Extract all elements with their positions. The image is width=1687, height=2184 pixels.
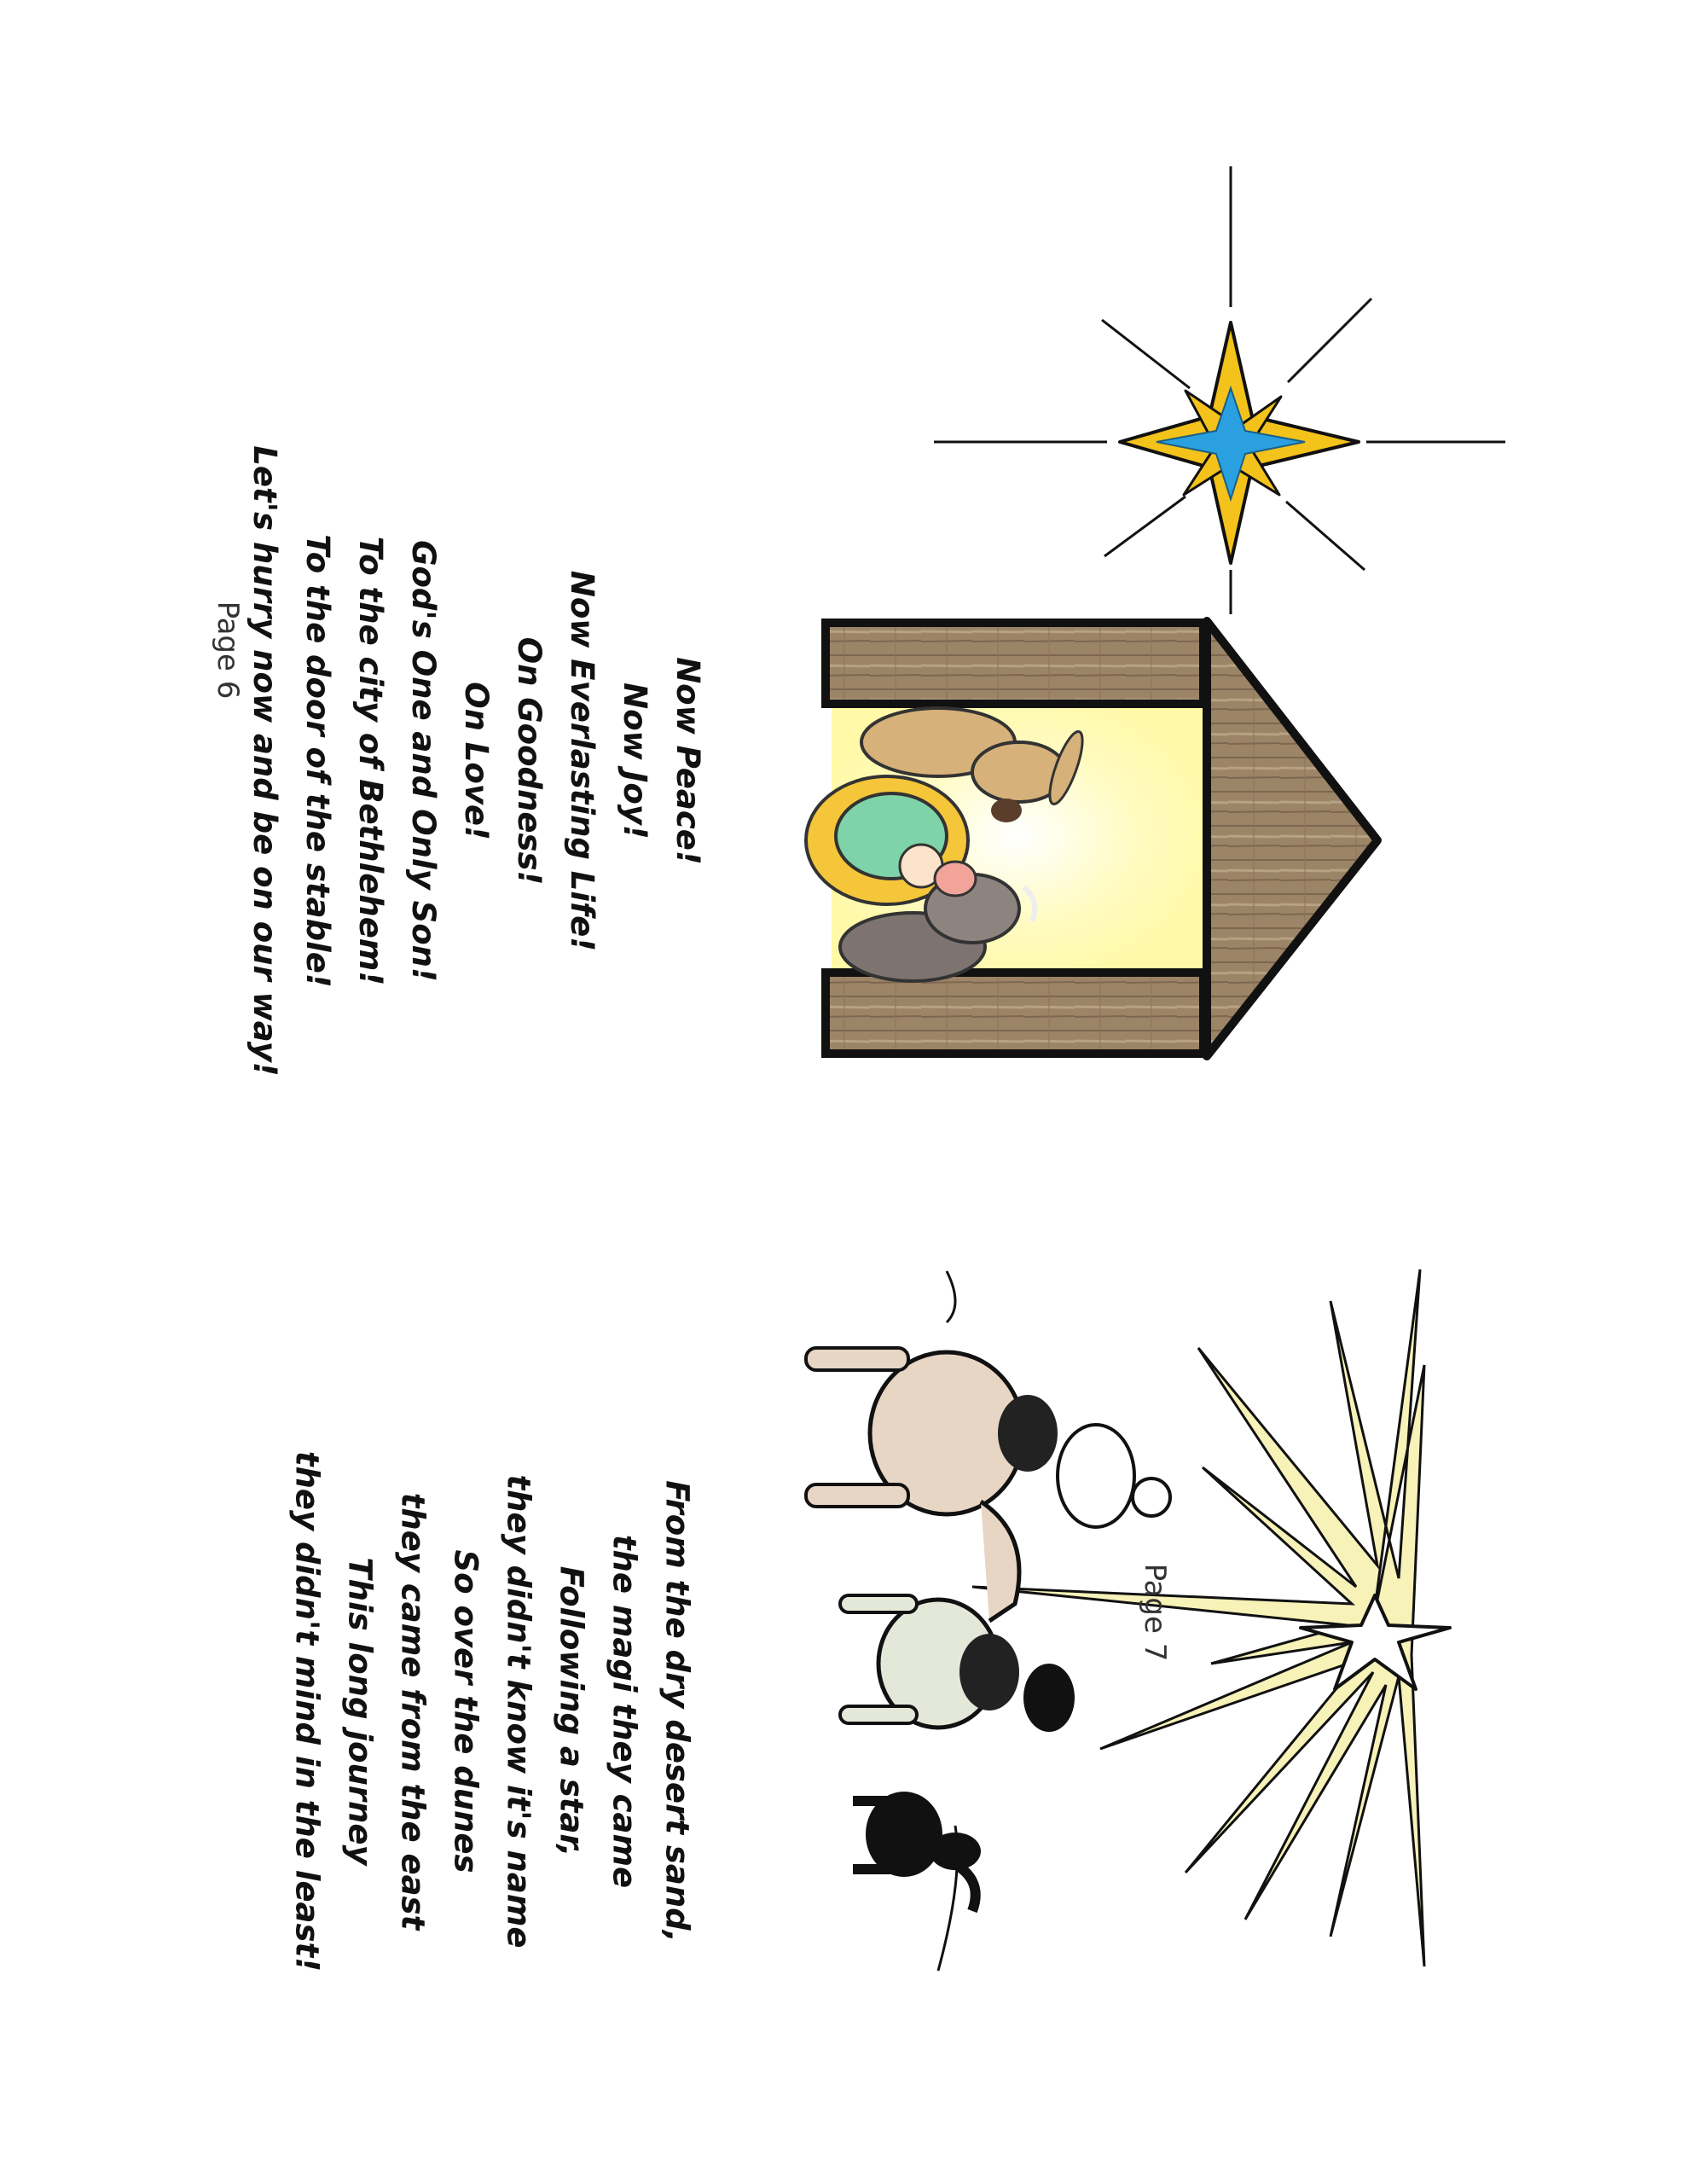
camel-silhouette	[853, 1792, 981, 1911]
verse-line: Now Peace!	[670, 657, 706, 865]
verse-line: From the dry desert sand,	[658, 1480, 696, 1943]
magi-illustration	[789, 1263, 1471, 1979]
verse-line: they came from the east	[394, 1492, 432, 1931]
camel-figure	[840, 1595, 1075, 1732]
star-burst-icon	[972, 1269, 1450, 1966]
verse-line: Let's hurry now and be on our way!	[246, 445, 283, 1077]
verse-line: the magi they came	[606, 1534, 643, 1889]
verse-line: So over the dunes	[447, 1549, 484, 1873]
bethlehem-star-icon	[930, 162, 1510, 606]
verse-line: This long journey	[341, 1557, 379, 1866]
verse-line: Now Everlasting Life!	[564, 570, 600, 952]
page-number: Page 7	[1138, 1563, 1172, 1662]
verse-line: they didn't know it's name	[500, 1474, 537, 1949]
verse-line: God's One and Only Son!	[405, 540, 442, 982]
camel-figure	[806, 1348, 1170, 1621]
page-number: Page 6	[211, 601, 245, 700]
verse-line: To the door of the stable!	[299, 534, 336, 988]
verse-line: To the city of Bethlehem!	[352, 536, 389, 986]
page7-verse	[281, 1411, 704, 2013]
verse-line: Following a star,	[553, 1565, 590, 1857]
stable-illustration	[819, 614, 1382, 1058]
verse-line: On Goodness!	[511, 636, 548, 886]
page6-verse	[238, 433, 714, 1089]
verse-line: they didn't mind in the least!	[288, 1450, 326, 1972]
verse-line: On Love!	[458, 682, 495, 840]
verse-line: Now Joy!	[617, 682, 653, 839]
